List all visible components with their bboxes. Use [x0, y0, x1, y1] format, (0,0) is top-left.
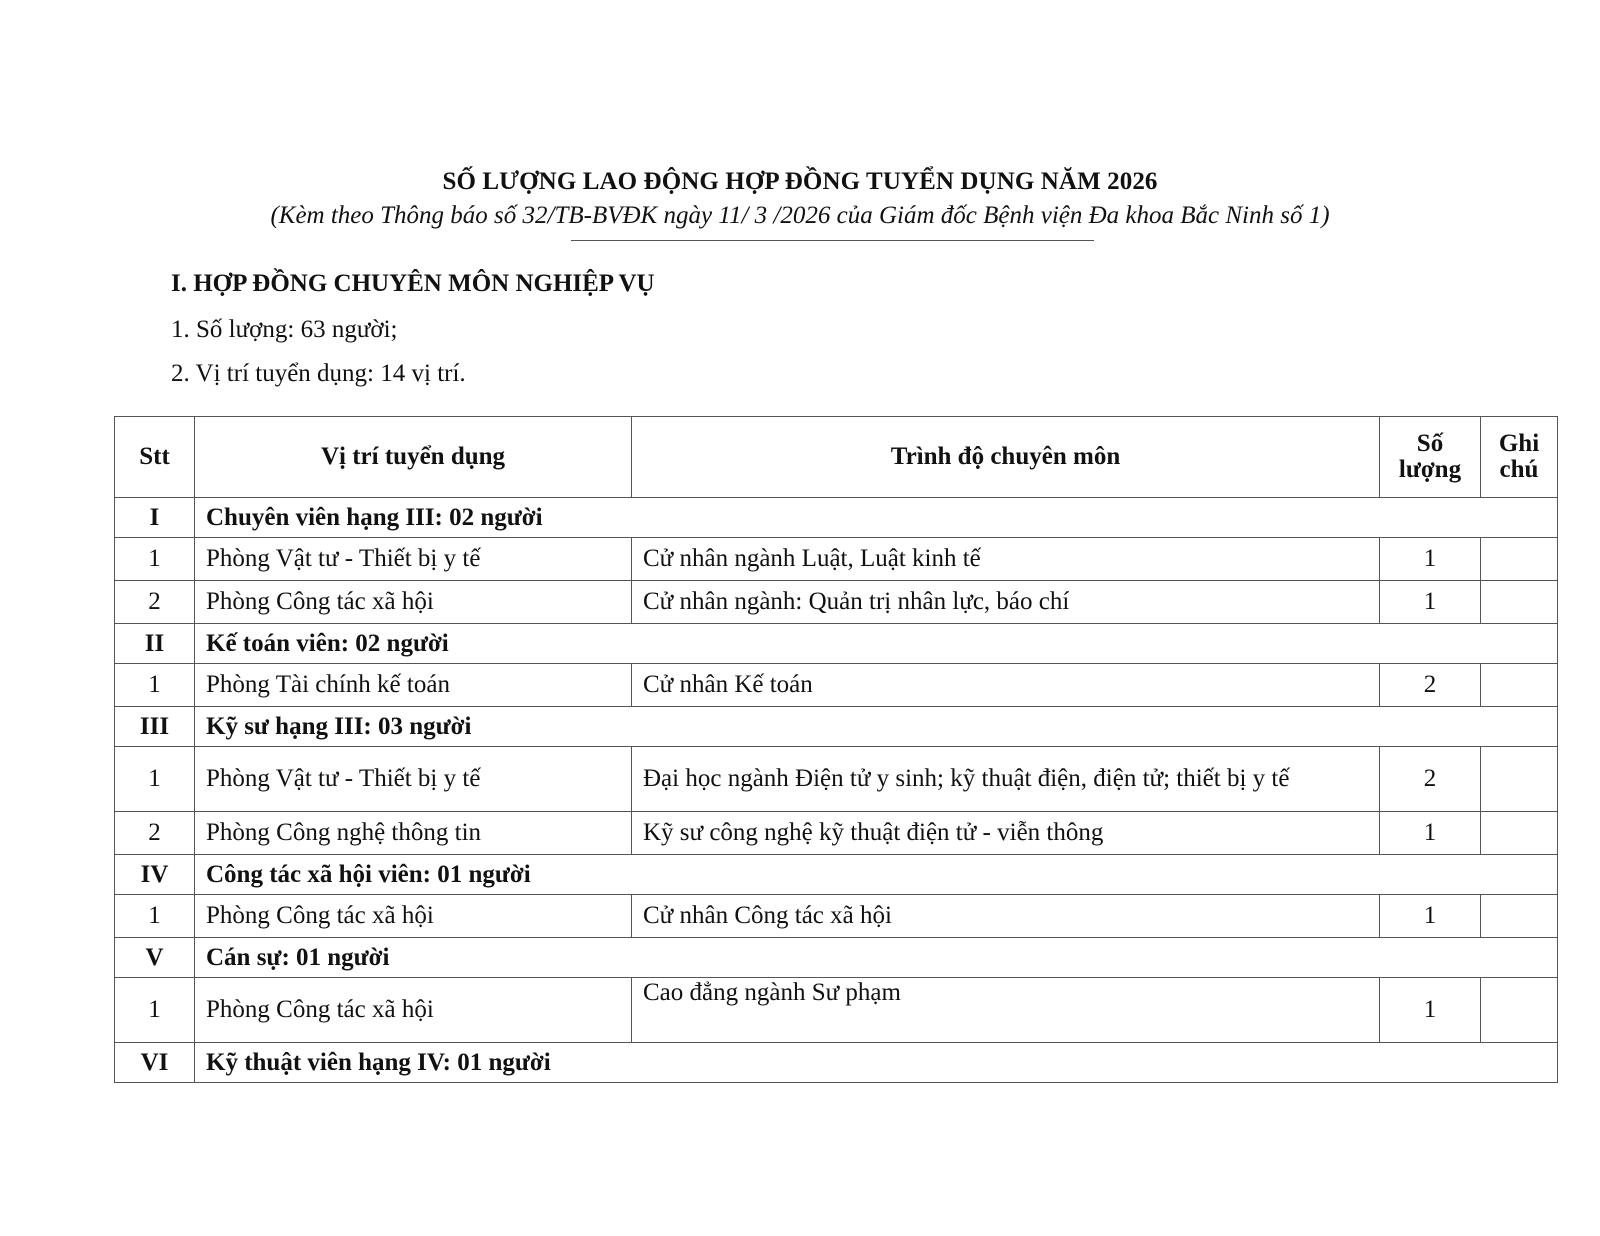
row-position: Phòng Công tác xã hội [195, 978, 632, 1043]
group-stt: V [115, 938, 195, 978]
header-position: Vị trí tuyển dụng [195, 417, 632, 498]
group-stt: IV [115, 855, 195, 895]
row-note [1481, 538, 1558, 581]
row-stt: 2 [115, 812, 195, 855]
section-heading: I. HỢP ĐỒNG CHUYÊN MÔN NGHIỆP VỤ [171, 270, 655, 297]
header-note [1481, 417, 1558, 498]
header-note-line2: chú [1499, 456, 1539, 483]
header-qualification: Trình độ chuyên môn [632, 417, 1380, 498]
document-title: SỐ LƯỢNG LAO ĐỘNG HỢP ĐỒNG TUYỂN DỤNG NĂM 2026 [442, 168, 1158, 195]
row-qualification: Đại học ngành Điện tử y sinh; kỹ thuật điện, điện tử; thiết bị y tế [632, 747, 1380, 812]
row-qualification: Cử nhân Kế toán [632, 664, 1380, 707]
group-title: Kỹ sư hạng III: 03 người [195, 707, 1558, 747]
table-row [115, 747, 1558, 812]
row-qualification: Kỹ sư công nghệ kỹ thuật điện tử - viễn thông [632, 812, 1380, 855]
group-stt: III [115, 707, 195, 747]
table-row [115, 978, 1558, 1043]
row-stt: 1 [115, 895, 195, 938]
summary-positions: 2. Vị trí tuyển dụng: 14 vị trí. [171, 360, 466, 387]
subtitle-underline [571, 240, 1094, 241]
recruitment-table [114, 416, 1558, 1083]
row-note [1481, 978, 1558, 1043]
group-title: Kỹ thuật viên hạng IV: 01 người [195, 1043, 1558, 1083]
group-stt: II [115, 624, 195, 664]
group-title: Kế toán viên: 02 người [195, 624, 1558, 664]
row-position: Phòng Tài chính kế toán [195, 664, 632, 707]
group-row [115, 498, 1558, 538]
group-stt: VI [115, 1043, 195, 1083]
row-note [1481, 895, 1558, 938]
header-quantity [1380, 417, 1481, 498]
row-stt: 1 [115, 978, 195, 1043]
row-quantity: 2 [1380, 747, 1481, 812]
header-stt: Stt [115, 417, 195, 498]
group-row [115, 855, 1558, 895]
group-title: Công tác xã hội viên: 01 người [195, 855, 1558, 895]
row-note [1481, 664, 1558, 707]
group-row [115, 707, 1558, 747]
row-stt: 1 [115, 664, 195, 707]
row-position: Phòng Vật tư - Thiết bị y tế [195, 747, 632, 812]
row-stt: 1 [115, 538, 195, 581]
header-note-line1: Ghi [1498, 430, 1540, 457]
table-row [115, 581, 1558, 624]
row-quantity: 1 [1380, 978, 1481, 1043]
group-row [115, 624, 1558, 664]
row-quantity: 1 [1380, 538, 1481, 581]
row-note [1481, 747, 1558, 812]
row-qualification: Cử nhân ngành Luật, Luật kinh tế [632, 538, 1380, 581]
row-qualification: Cao đẳng ngành Sư phạm [632, 978, 1380, 1043]
row-position: Phòng Công tác xã hội [195, 895, 632, 938]
group-row [115, 1043, 1558, 1083]
row-quantity: 1 [1380, 812, 1481, 855]
summary-quantity: 1. Số lượng: 63 người; [171, 316, 398, 343]
group-row [115, 938, 1558, 978]
row-position: Phòng Vật tư - Thiết bị y tế [195, 538, 632, 581]
row-note [1481, 581, 1558, 624]
row-position: Phòng Công nghệ thông tin [195, 812, 632, 855]
row-stt: 2 [115, 581, 195, 624]
header-quantity-line1: Số [1416, 430, 1444, 457]
table-row [115, 664, 1558, 707]
table-row [115, 812, 1558, 855]
row-qualification: Cử nhân ngành: Quản trị nhân lực, báo chí [632, 581, 1380, 624]
row-quantity: 1 [1380, 895, 1481, 938]
row-quantity: 1 [1380, 581, 1481, 624]
header-quantity-line2: lượng [1398, 456, 1462, 483]
row-note [1481, 812, 1558, 855]
group-stt: I [115, 498, 195, 538]
group-title: Cán sự: 01 người [195, 938, 1558, 978]
group-title: Chuyên viên hạng III: 02 người [195, 498, 1558, 538]
document-subtitle: (Kèm theo Thông báo số 32/TB-BVĐK ngày 11/ 3 /2026 của Giám đốc Bệnh viện Đa khoa Bắc Ninh số 1) [270, 202, 1330, 229]
table-row [115, 538, 1558, 581]
row-position: Phòng Công tác xã hội [195, 581, 632, 624]
table-row [115, 895, 1558, 938]
table-header-row [115, 417, 1558, 498]
row-stt: 1 [115, 747, 195, 812]
row-qualification: Cử nhân Công tác xã hội [632, 895, 1380, 938]
row-quantity: 2 [1380, 664, 1481, 707]
